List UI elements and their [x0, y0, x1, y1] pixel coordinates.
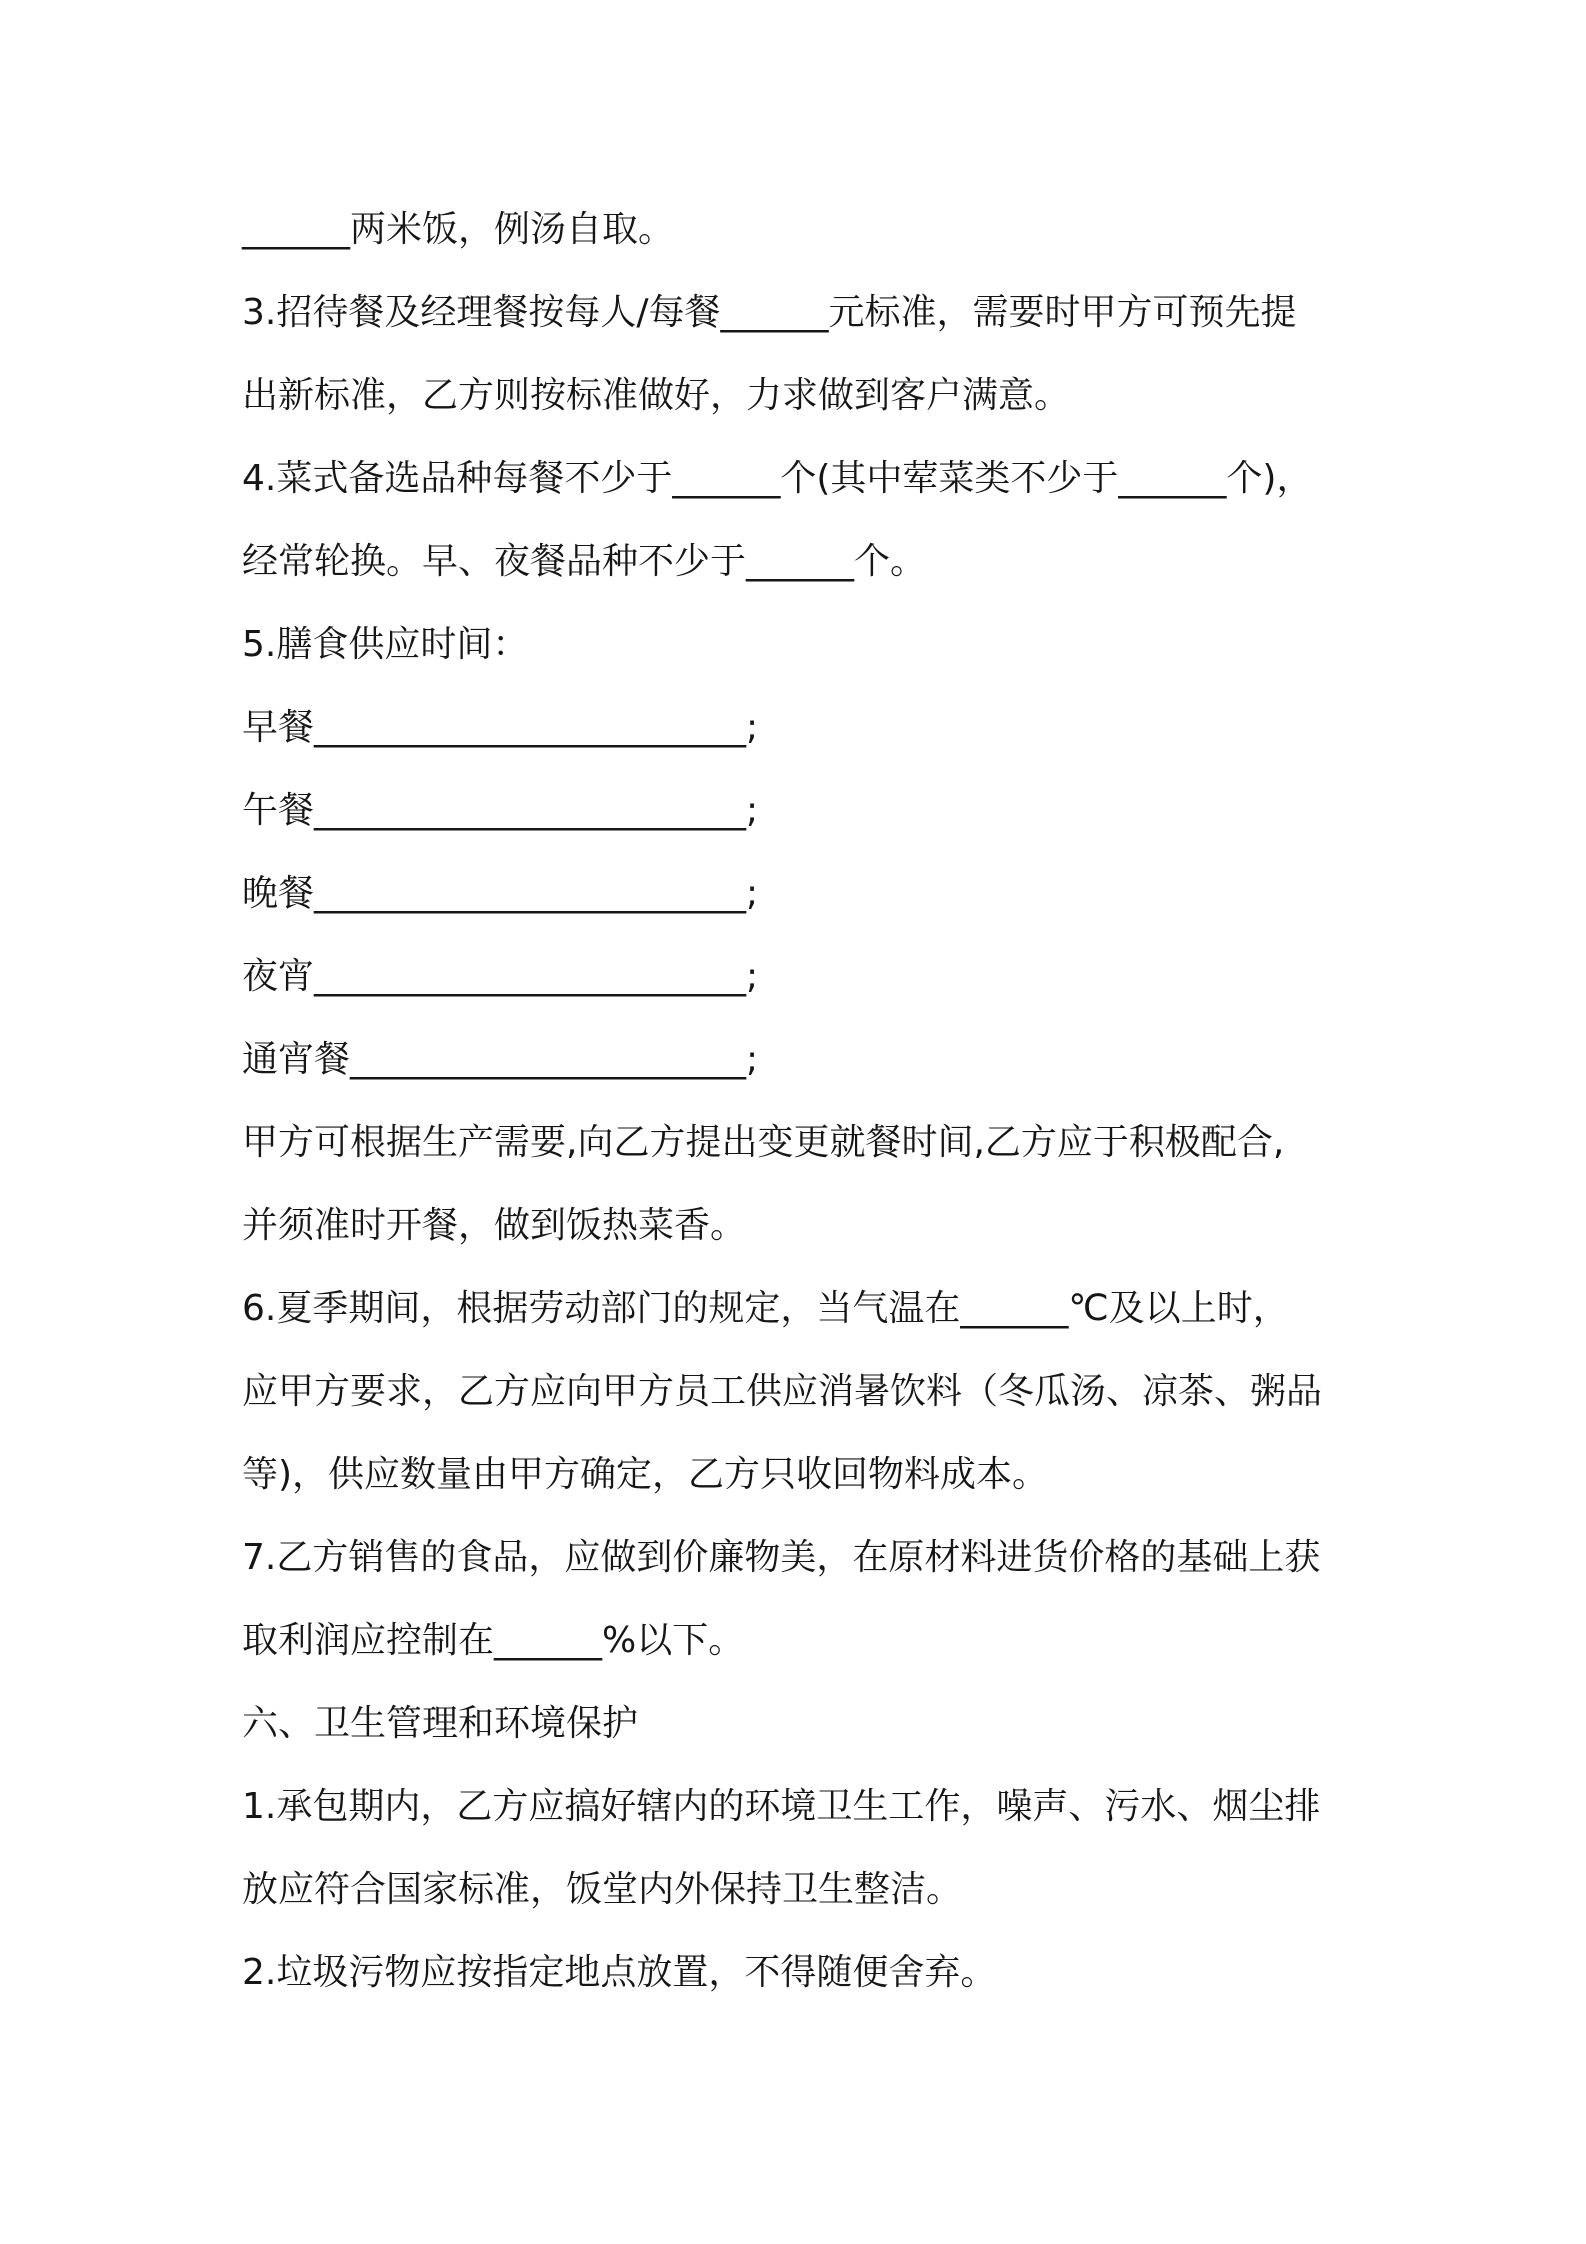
text-line: 放应符合国家标准，饭堂内外保持卫生整洁。: [242, 1869, 963, 1910]
section-heading: 5.膳食供应时间：: [242, 624, 529, 665]
text-line: 等)，供应数量由甲方确定，乙方只收回物料成本。: [242, 1454, 1049, 1495]
late-snack-time-field: 夜宵________________________;: [242, 956, 759, 997]
breakfast-time-field: 早餐________________________;: [242, 707, 759, 748]
text-line: 4.菜式备选品种每餐不少于______个(其中荤菜类不少于______个)，: [242, 458, 1313, 499]
text-line: 3.招待餐及经理餐按每人/每餐______元标准，需要时甲方可预先提: [242, 292, 1297, 333]
text-line: 应甲方要求，乙方应向甲方员工供应消暑饮料（冬瓜汤、凉茶、粥品: [242, 1371, 1323, 1412]
text-line: 6.夏季期间，根据劳动部门的规定，当气温在______℃及以上时，: [242, 1288, 1289, 1329]
text-line: 7.乙方销售的食品，应做到价廉物美，在原材料进货价格的基础上获: [242, 1537, 1321, 1578]
text-line: 出新标准，乙方则按标准做好，力求做到客户满意。: [242, 375, 1071, 416]
section-heading: 六、卫生管理和环境保护: [242, 1703, 639, 1744]
text-line: 取利润应控制在______%以下。: [242, 1620, 745, 1661]
text-line: 并须准时开餐，做到饭热菜香。: [242, 1205, 747, 1246]
text-line: 1.承包期内，乙方应搞好辖内的环境卫生工作，噪声、污水、烟尘排: [242, 1786, 1321, 1827]
text-line: 甲方可根据生产需要,向乙方提出变更就餐时间,乙方应于积极配合,: [242, 1122, 1285, 1163]
text-line: 2.垃圾污物应按指定地点放置，不得随便舍弃。: [242, 1952, 997, 1993]
text-line: 经常轮换。早、夜餐品种不少于______个。: [242, 541, 927, 582]
text-line: ______两米饭，例汤自取。: [242, 209, 675, 250]
dinner-time-field: 晚餐________________________;: [242, 873, 759, 914]
lunch-time-field: 午餐________________________;: [242, 790, 759, 831]
overnight-meal-time-field: 通宵餐______________________;: [242, 1039, 759, 1080]
